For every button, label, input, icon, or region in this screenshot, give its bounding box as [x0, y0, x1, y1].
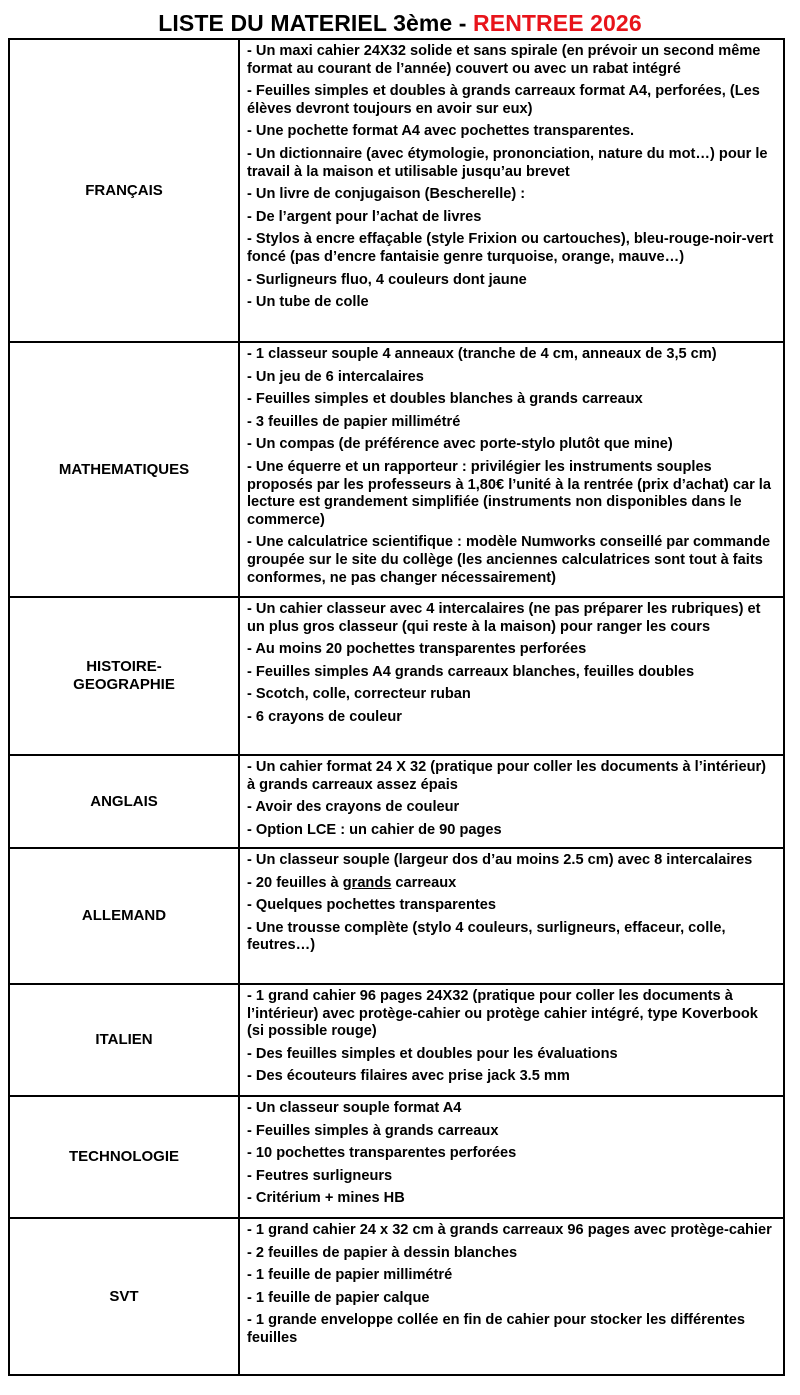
list-item: - Stylos à encre effaçable (style Frixion ou cartouches), bleu-rouge-noir-vert foncé (pas d’encre fantaisie genre turquoise, orange, mauve…) — [247, 231, 774, 265]
items-francais — [239, 39, 784, 342]
list-item: - Feuilles simples et doubles blanches à grands carreaux — [247, 391, 643, 408]
list-item: - Un classeur souple format A4 — [247, 1100, 462, 1116]
title-highlight: RENTREE 2026 — [473, 10, 642, 36]
items-mathematiques — [239, 342, 784, 597]
list-item: - Surligneurs fluo, 4 couleurs dont jaune — [247, 271, 527, 288]
items-svt — [239, 1218, 784, 1375]
section-row-svt — [9, 1218, 784, 1375]
list-item: - 20 feuilles à grands carreaux — [247, 874, 457, 891]
list-item: - Feuilles simples à grands carreaux — [247, 1122, 499, 1139]
list-item: - 10 pochettes transparentes perforées — [247, 1145, 517, 1162]
section-row-mathematiques — [9, 342, 784, 597]
list-item: - 1 feuille de papier millimétré — [247, 1267, 453, 1284]
list-item: - 1 feuille de papier calque — [247, 1289, 430, 1306]
title-main: LISTE DU MATERIEL 3ème - — [158, 10, 474, 36]
page-title — [0, 0, 800, 38]
section-row-histoire-geographie — [9, 597, 784, 755]
subject-anglais: ANGLAIS — [9, 755, 239, 848]
list-item: - Un cahier classeur avec 4 intercalaires (ne pas préparer les rubriques) et un plus gros classeur (qui reste à la maison) pour ranger les cours — [247, 601, 761, 635]
items-anglais — [239, 755, 784, 848]
subject-francais: FRANÇAIS — [9, 39, 239, 342]
list-item: - Au moins 20 pochettes transparentes perforées — [247, 641, 587, 658]
list-item: - Une pochette format A4 avec pochettes transparentes. — [247, 123, 635, 140]
list-item: - 1 grand cahier 24 x 32 cm à grands carreaux 96 pages avec protège-cahier — [247, 1222, 772, 1238]
section-row-technologie — [9, 1096, 784, 1218]
list-item: - Option LCE : un cahier de 90 pages — [247, 821, 502, 838]
list-item: - 1 classeur souple 4 anneaux (tranche de 4 cm, anneaux de 3,5 cm) — [247, 346, 717, 362]
list-item: - De l’argent pour l’achat de livres — [247, 208, 482, 225]
section-row-francais — [9, 39, 784, 342]
list-item: - Des feuilles simples et doubles pour les évaluations — [247, 1045, 618, 1062]
subject-histoire-geographie: HISTOIRE-GEOGRAPHIE — [9, 597, 239, 755]
list-item: - Quelques pochettes transparentes — [247, 897, 496, 914]
list-item: - 3 feuilles de papier millimétré — [247, 413, 461, 430]
items-technologie — [239, 1096, 784, 1218]
subject-allemand: ALLEMAND — [9, 848, 239, 984]
section-row-allemand — [9, 848, 784, 984]
list-item: - 6 crayons de couleur — [247, 708, 402, 725]
items-italien — [239, 984, 784, 1096]
subject-svt: SVT — [9, 1218, 239, 1375]
items-histoire-geographie — [239, 597, 784, 755]
section-row-italien — [9, 984, 784, 1096]
list-item: - 2 feuilles de papier à dessin blanches — [247, 1244, 518, 1261]
list-item: - Critérium + mines HB — [247, 1190, 405, 1207]
list-item: - Une calculatrice scientifique : modèle Numworks conseillé par commande groupée sur le site du collège (les anciennes calculatrices sont tout à faits conformes, ne pas changer nécessairement) — [247, 534, 771, 586]
list-item: - Un jeu de 6 intercalaires — [247, 368, 424, 385]
list-item: - Feutres surligneurs — [247, 1167, 393, 1184]
items-allemand — [239, 848, 784, 984]
list-item: - Une équerre et un rapporteur : privilégier les instruments souples proposés par les professeurs à 1,80€ l’unité à la rentrée (prix d’achat) car la lecture est grandement simplifiée (instruments non disponibles dans le commerce) — [247, 458, 771, 528]
list-item: - 1 grand cahier 96 pages 24X32 (pratique pour coller les documents à l’intérieur) avec protège-cahier ou protège cahier intégré, type Koverbook (si possible rouge) — [247, 988, 758, 1040]
list-item: - Un maxi cahier 24X32 solide et sans spirale (en prévoir un second même format au courant de l’année) couvert ou avec un rabat intégré — [247, 43, 761, 77]
list-item: - Un compas (de préférence avec porte-stylo plutôt que mine) — [247, 436, 673, 453]
list-item: - Un livre de conjugaison (Bescherelle) : — [247, 186, 526, 203]
list-item: - Un dictionnaire (avec étymologie, prononciation, nature du mot…) pour le travail à la maison et utilisable jusqu’au brevet — [247, 145, 768, 180]
list-item: - Un cahier format 24 X 32 (pratique pour coller les documents à l’intérieur) à grands carreaux assez épais — [247, 759, 767, 793]
list-item: - Des écouteurs filaires avec prise jack 3.5 mm — [247, 1068, 570, 1085]
list-item: - Une trousse complète (stylo 4 couleurs, surligneurs, effaceur, colle, feutres…) — [247, 919, 726, 954]
section-row-anglais — [9, 755, 784, 848]
list-item: - Feuilles simples et doubles à grands carreaux format A4, perforées, (Les élèves devront toujours en avoir sur eux) — [247, 83, 760, 117]
subject-technologie: TECHNOLOGIE — [9, 1096, 239, 1218]
list-item: - Avoir des crayons de couleur — [247, 799, 460, 816]
list-item: - 1 grande enveloppe collée en fin de cahier pour stocker les différentes feuilles — [247, 1312, 745, 1346]
subject-mathematiques: MATHEMATIQUES — [9, 342, 239, 597]
list-item: - Un classeur souple (largeur dos d’au moins 2.5 cm) avec 8 intercalaires — [247, 852, 753, 868]
subject-italien: ITALIEN — [9, 984, 239, 1096]
supply-list-table — [8, 38, 785, 1376]
list-item: - Un tube de colle — [247, 294, 369, 311]
list-item: - Scotch, colle, correcteur ruban — [247, 686, 471, 703]
list-item: - Feuilles simples A4 grands carreaux blanches, feuilles doubles — [247, 663, 695, 680]
